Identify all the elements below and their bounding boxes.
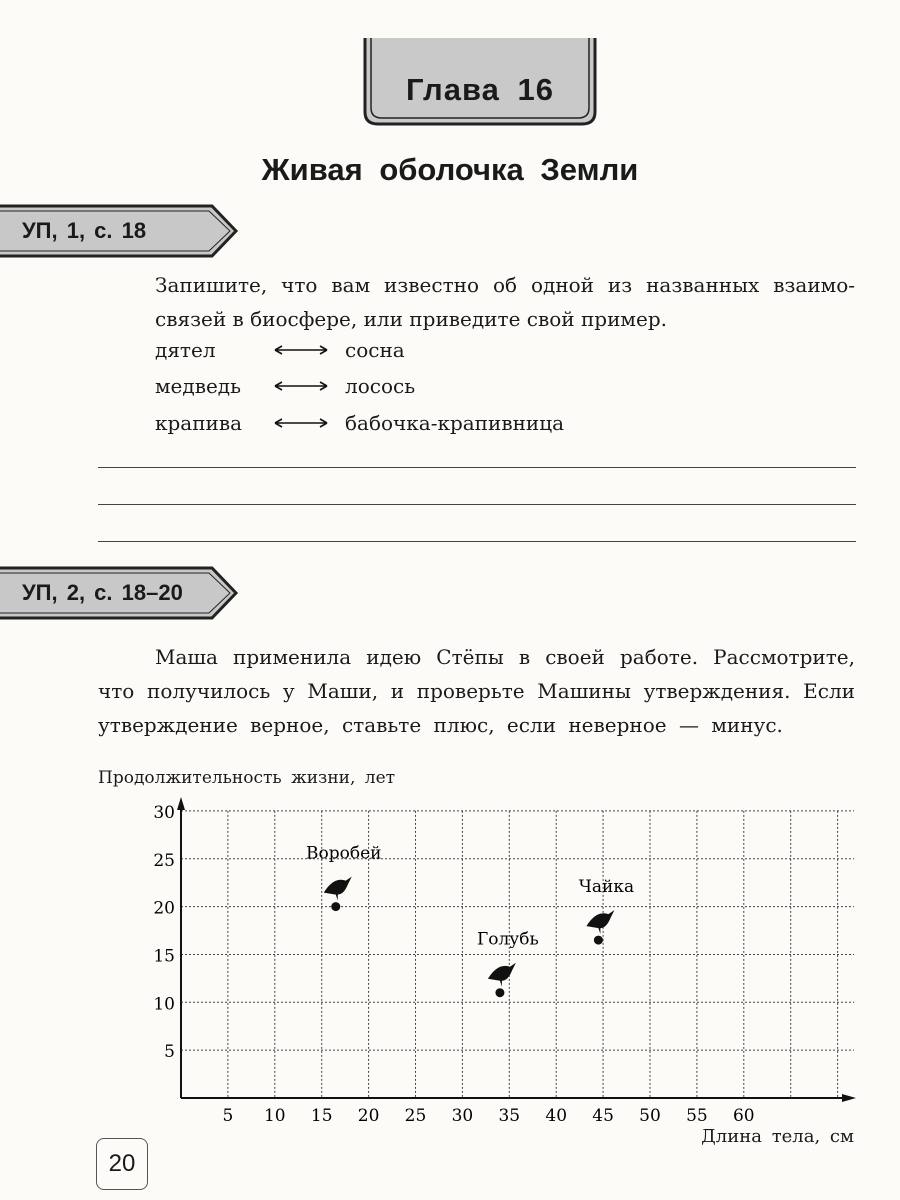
pair-right: лосось: [345, 374, 416, 398]
pair-left: дятел: [155, 338, 216, 362]
pair-left: крапива: [155, 411, 243, 435]
data-point: [594, 936, 603, 945]
x-tick-label: 25: [404, 1106, 427, 1126]
x-axis-arrow-icon: [842, 1094, 856, 1102]
y-tick-label: 10: [153, 994, 175, 1015]
pair-right: бабочка-крапивница: [345, 411, 565, 435]
bird-icon: [586, 910, 614, 934]
y-axis-label: Продолжительность жизни, лет: [98, 768, 396, 788]
x-tick-label: 10: [263, 1106, 286, 1126]
x-tick-label: 60: [732, 1106, 755, 1126]
page-number: 20: [96, 1138, 148, 1190]
point-label: Чайка: [578, 877, 635, 898]
task-text-2: Маша применила идею Стёпы в своей работе. Рассмотрите, что получилось у Маши, и проверьте Машины утверждения. Если утверждение верное, ставьте плюс, если неверное — минус.: [98, 645, 855, 737]
x-tick-label: 50: [639, 1106, 661, 1126]
page-title: Живая оболочка Земли: [261, 152, 639, 187]
task-text-1: Запишите, что вам известно об одной из названных взаимо-связей в биосфере, или приведите свой пример.: [155, 273, 855, 331]
section-tag-label: УП, 2, с. 18–20: [22, 580, 183, 605]
point-label: Воробей: [306, 843, 382, 864]
chapter-label: Глава 16: [406, 72, 554, 107]
x-tick-label: 15: [310, 1106, 333, 1126]
x-tick-label: 45: [592, 1106, 614, 1126]
y-axis-arrow-icon: [177, 797, 185, 810]
x-tick-label: 40: [545, 1106, 568, 1126]
y-tick-label: 25: [153, 850, 175, 871]
x-tick-label: 5: [222, 1106, 234, 1126]
data-point: [495, 988, 504, 997]
point-label: Голубь: [477, 929, 539, 950]
y-tick-label: 15: [153, 946, 175, 967]
y-tick-label: 20: [153, 898, 175, 919]
pair-left: медведь: [155, 374, 242, 398]
x-tick-label: 30: [451, 1106, 474, 1126]
y-tick-label: 30: [153, 802, 175, 823]
bird-icon: [488, 963, 516, 987]
pair-right: сосна: [345, 338, 405, 362]
x-tick-label: 35: [498, 1106, 521, 1126]
section-tag-label: УП, 1, с. 18: [22, 218, 147, 243]
bird-icon: [324, 877, 352, 901]
x-axis-label: Длина тела, см: [701, 1126, 854, 1147]
data-point: [331, 902, 340, 911]
x-tick-label: 20: [357, 1106, 380, 1126]
y-tick-label: 5: [164, 1042, 175, 1063]
x-tick-label: 55: [686, 1106, 708, 1126]
